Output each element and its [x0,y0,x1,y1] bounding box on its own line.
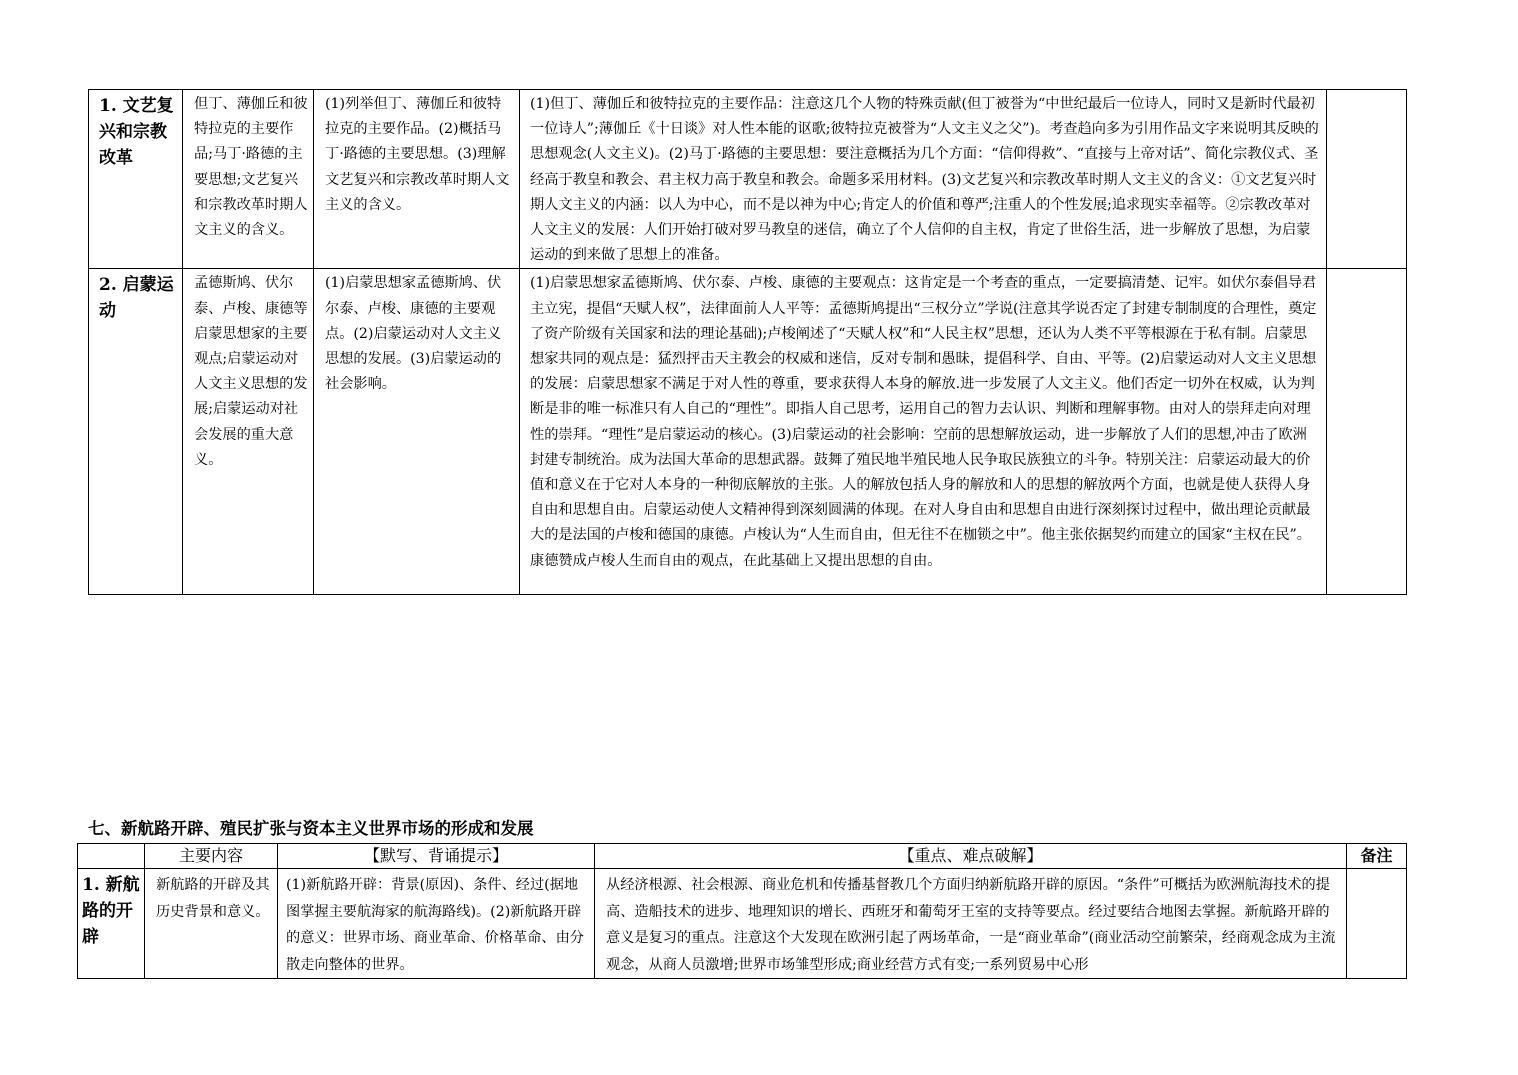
header-main-content: 主要内容 [145,844,278,869]
remark-cell [1347,869,1407,979]
new-routes-table [77,843,1407,979]
reform-enlightenment-table [88,89,1407,595]
table-row [78,869,1407,979]
section-heading: 七、新航路开辟、殖民扩张与资本主义世界市场的形成和发展 [88,819,534,838]
row-title: 1. 新航路的开辟 [78,869,145,979]
header-blank [78,844,145,869]
main-content-cell: 但丁、薄伽丘和彼特拉克的主要作品;马丁·路德的主要思想;文艺复兴和宗教改革时期人文主义的含义。 [183,90,314,269]
key-points-cell: 从经济根源、社会根源、商业危机和传播基督教几个方面归纳新航路开辟的原因。“条件”可概括为欧洲航海技术的提高、造船技术的进步、地理知识的增长、西班牙和葡萄牙王室的支持等要点。经过要结合地图去掌握。新航路开辟的意义是复习的重点。注意这个大发现在欧洲引起了两场革命，一是“商业革命”(商业活动空前繁荣，经商观念成为主流观念，从商人员激增;世界市场雏型形成;商业经营方式有变;一系列贸易中心形 [595,869,1347,979]
recite-hint-cell: (1)新航路开辟：背景(原因)、条件、经过(据地图掌握主要航海家的航海路线)。(2)新航路开辟的意义：世界市场、商业革命、价格革命、由分散走向整体的世界。 [278,869,595,979]
main-content-cell: 孟德斯鸠、伏尔泰、卢梭、康德等启蒙思想家的主要观点;启蒙运动对人文主义思想的发展;启蒙运动对社会发展的重大意义。 [183,269,314,595]
recite-hint-cell: (1)启蒙思想家孟德斯鸠、伏尔泰、卢梭、康德的主要观点。(2)启蒙运动对人文主义思想的发展。(3)启蒙运动的社会影响。 [314,269,520,595]
key-points-cell: (1)但丁、薄伽丘和彼特拉克的主要作品：注意这几个人物的特殊贡献(但丁被誉为“中世纪最后一位诗人，同时又是新时代最初一位诗人”;薄伽丘《十日谈》对人性本能的讴歌;彼特拉克被誉为“人文主义之父”)。考查趋向多为引用作品文字来说明其反映的思想观念(人文主义)。(2)马丁·路德的主要思想：要注意概括为几个方面：“信仰得救”、“直接与上帝对话”、简化宗教仪式、圣经高于教皇和教会、君主权力高于教皇和教会。命题多采用材料。(3)文艺复兴和宗教改革时期人文主义的含义：①文艺复兴时期人文主义的内涵：以人为中心，而不是以神为中心;肯定人的价值和尊严;注重人的个性发展;追求现实幸福等。②宗教改革对人文主义的发展：人们开始打破对罗马教皇的迷信，确立了个人信仰的自主权，肯定了世俗生活，进一步解放了思想，为启蒙运动的到来做了思想上的准备。 [520,90,1327,269]
table-row [89,90,1407,269]
table-header-row [78,844,1407,869]
header-recite-hint: 【默写、背诵提示】 [278,844,595,869]
main-content-cell: 新航路的开辟及其历史背景和意义。 [145,869,278,979]
row-title: 2. 启蒙运动 [89,269,183,595]
key-points-cell: (1)启蒙思想家孟德斯鸠、伏尔泰、卢梭、康德的主要观点：这肯定是一个考查的重点，一定要搞清楚、记牢。如伏尔泰倡导君主立宪，提倡“天赋人权”，法律面前人人平等：孟德斯鸠提出“三权分立”学说(注意其学说否定了封建专制制度的合理性，奠定了资产阶级有关国家和法的理论基础);卢梭阐述了“天赋人权”和“人民主权”思想，还认为人类不平等根源在于私有制。启蒙思想家共同的观点是：猛烈抨击天主教会的权威和迷信，反对专制和愚昧，提倡科学、自由、平等。(2)启蒙运动对人文主义思想的发展：启蒙思想家不满足于对人性的尊重，要求获得人本身的解放.进一步发展了人文主义。他们否定一切外在权威，认为判断是非的唯一标准只有人自己的“理性”。即指人自己思考，运用自己的智力去认识、判断和理解事物。由对人的崇拜走向对理性的崇拜。“理性”是启蒙运动的核心。(3)启蒙运动的社会影响：空前的思想解放运动，进一步解放了人们的思想,冲击了欧洲封建专制统治。成为法国大革命的思想武器。鼓舞了殖民地半殖民地人民争取民族独立的斗争。特别关注：启蒙运动最大的价值和意义在于它对人本身的一种彻底解放的主张。人的解放包括人身的解放和人的思想的解放两个方面，也就是使人获得人身自由和思想自由。启蒙运动使人文精神得到深刻圆满的体现。在对人身自由和思想自由进行深刻探讨过程中，做出理论贡献最大的是法国的卢梭和德国的康德。卢梭认为“人生而自由，但无往不在枷锁之中”。他主张依据契约而建立的国家“主权在民”。康德赞成卢梭人生而自由的观点，在此基础上又提出思想的自由。 [520,269,1327,595]
row-title: 1. 文艺复兴和宗教改革 [89,90,183,269]
remark-cell [1327,90,1407,269]
header-remark: 备注 [1347,844,1407,869]
table-row [89,269,1407,595]
header-key-points: 【重点、难点破解】 [595,844,1347,869]
remark-cell [1327,269,1407,595]
recite-hint-cell: (1)列举但丁、薄伽丘和彼特拉克的主要作品。(2)概括马丁·路德的主要思想。(3)理解文艺复兴和宗教改革时期人文主义的含义。 [314,90,520,269]
